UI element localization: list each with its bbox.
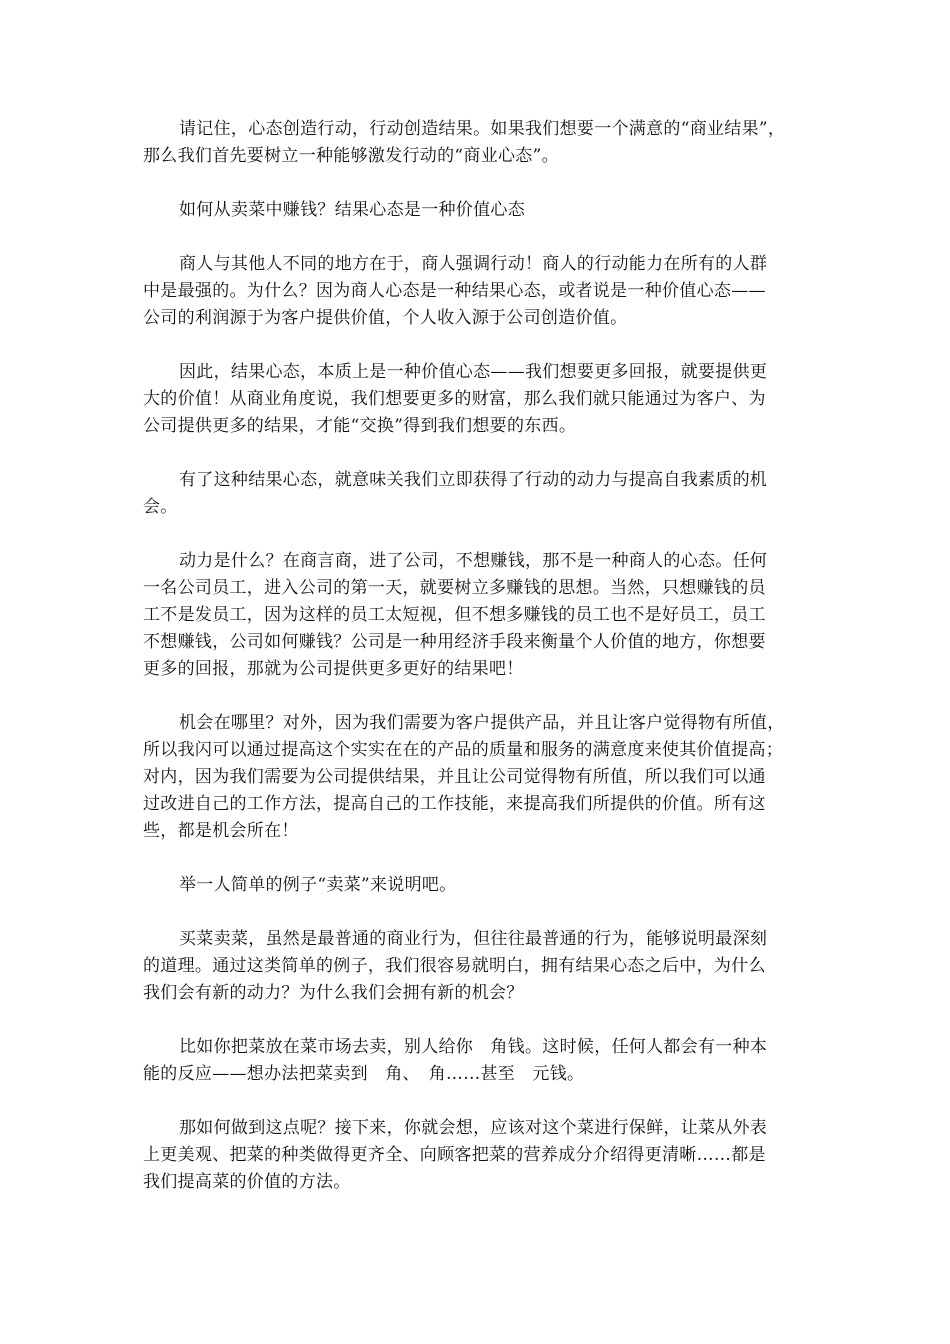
text-line: 如何从卖菜中赚钱？结果心态是一种价值心态 — [179, 200, 525, 220]
paragraph — [143, 710, 807, 845]
paragraph — [143, 872, 807, 899]
text-line: 大的价值！从商业角度说，我们想要更多的财富，那么我们就只能通过为客户、为 — [143, 389, 766, 409]
paragraph — [143, 926, 807, 1007]
text-line: 工不是发员工，因为这样的员工太短视，但不想多赚钱的员工也不是好员工，员工 — [143, 605, 766, 625]
paragraph — [143, 1115, 807, 1196]
text-line: 商人与其他人不同的地方在于，商人强调行动！商人的行动能力在所有的人群 — [179, 254, 768, 274]
paragraph — [143, 467, 807, 521]
text-line: 所以我闪可以通过提高这个实实在在的产品的质量和服务的满意度来使其价值提高； — [143, 740, 784, 760]
text-line: 不想赚钱，公司如何赚钱？公司是一种用经济手段来衡量个人价值的地方，你想要 — [143, 632, 766, 652]
text-line: 动力是什么？在商言商，进了公司，不想赚钱，那不是一种商人的心态。任何 — [179, 551, 768, 571]
text-line: 因此，结果心态，本质上是一种价值心态——我们想要更多回报，就要提供更 — [179, 362, 768, 382]
text-line: 的道理。通过这类简单的例子，我们很容易就明白，拥有结果心态之后中，为什么 — [143, 956, 766, 976]
text-line: 那如何做到这点呢？接下来，你就会想，应该对这个菜进行保鲜，让菜从外表 — [179, 1118, 768, 1138]
text-line: 对内，因为我们需要为公司提供结果，并且让公司觉得物有所值，所以我们可以通 — [143, 767, 766, 787]
paragraph — [143, 116, 807, 170]
text-line: 上更美观、把菜的种类做得更齐全、向顾客把菜的营养成分介绍得更清晰……都是 — [143, 1145, 766, 1165]
text-line: 有了这种结果心态，就意味关我们立即获得了行动的动力与提高自我素质的机 — [179, 470, 768, 490]
text-line: 能的反应——想办法把菜卖到 角、 角……甚至 元钱。 — [143, 1064, 585, 1084]
text-line: 请记住，心态创造行动，行动创造结果。如果我们想要一个满意的“商业结果”， — [179, 119, 786, 139]
text-line: 那么我们首先要树立一种能够激发行动的“商业心态”。 — [143, 146, 559, 166]
text-line: 我们会有新的动力？为什么我们会拥有新的机会？ — [143, 983, 524, 1003]
text-line: 更多的回报，那就为公司提供更多更好的结果吧！ — [143, 659, 524, 679]
text-line: 中是最强的。为什么？因为商人心态是一种结果心态，或者说是一种价值心态—— — [143, 281, 766, 301]
text-line: 些，都是机会所在！ — [143, 821, 299, 841]
text-line: 比如你把菜放在菜市场去卖，别人给你 角钱。这时候，任何人都会有一种本 — [179, 1037, 768, 1057]
paragraph — [143, 197, 807, 224]
document-body — [143, 116, 807, 1223]
text-line: 机会在哪里？对外，因为我们需要为客户提供产品，并且让客户觉得物有所值， — [179, 713, 785, 733]
text-line: 一名公司员工，进入公司的第一天，就要树立多赚钱的思想。当然，只想赚钱的员 — [143, 578, 766, 598]
paragraph — [143, 1034, 807, 1088]
text-line: 举一人简单的例子“卖菜”来说明吧。 — [179, 875, 457, 895]
text-line: 过改进自己的工作方法，提高自己的工作技能，来提高我们所提供的价值。所有这 — [143, 794, 766, 814]
text-line: 我们提高菜的价值的方法。 — [143, 1172, 351, 1192]
paragraph — [143, 359, 807, 440]
text-line: 会。 — [143, 497, 178, 517]
text-line: 公司的利润源于为客户提供价值，个人收入源于公司创造价值。 — [143, 308, 628, 328]
text-line: 公司提供更多的结果，才能“交换”得到我们想要的东西。 — [143, 416, 577, 436]
text-line: 买菜卖菜，虽然是最普通的商业行为，但往往最普通的行为，能够说明最深刻 — [179, 929, 768, 949]
paragraph — [143, 548, 807, 683]
paragraph — [143, 251, 807, 332]
